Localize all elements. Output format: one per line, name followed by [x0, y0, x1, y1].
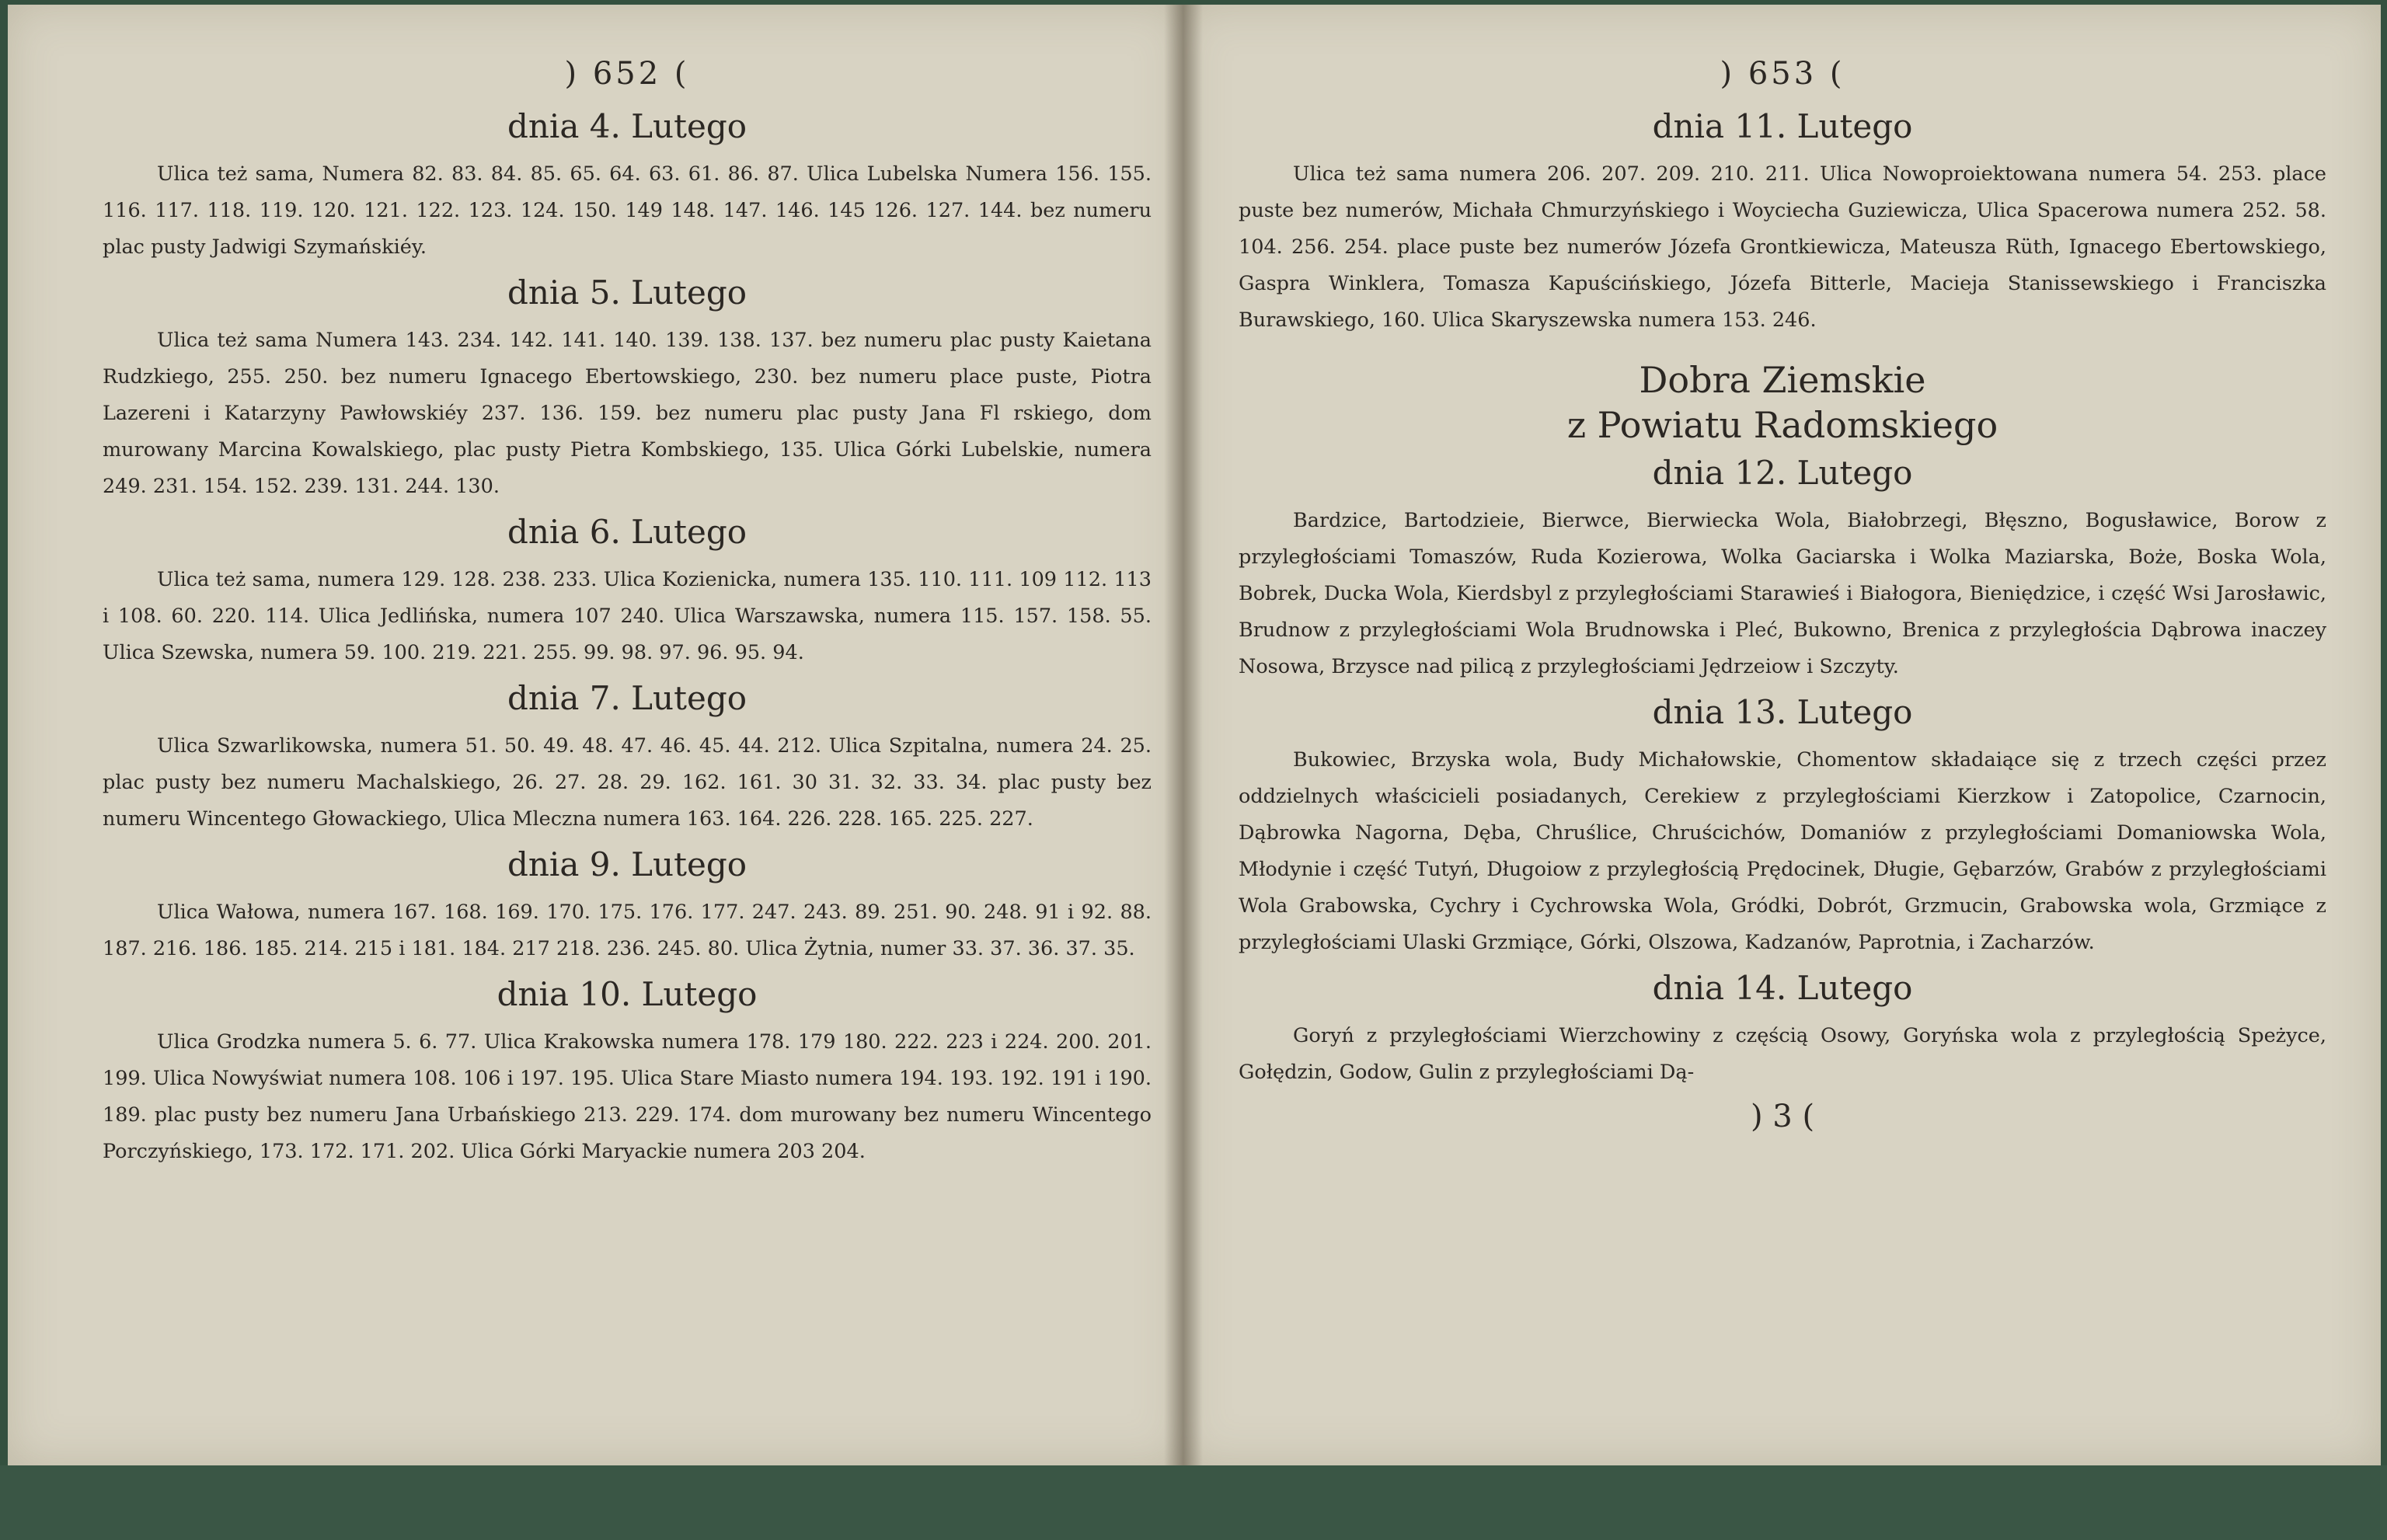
section-heading: dnia 5. Lutego	[507, 274, 747, 312]
section-text: Bardzice, Bartodzieie, Bierwce, Bierwiecka Wola, Białobrzegi, Błęszno, Bogusławice, Borow z przyległościami Tomaszów, Ruda Kozierowa, Wolka Gaciarska i Wolka Maziarska, Boże, Boska Wola, Bobrek, Ducka Wola, Kierdsbyl z przyległościami Starawieś i Białogora, Bieniędzice, i część Wsi Jarosławic, Brudnow z przyległościami Wola Brudnowska i Pleć, Bukowno, Brenica z przyległościa Dąbrowa inaczey Nosowa, Brzysce nad pilicą z przyległościami Jędrzeiow i Szczyty.	[1239, 509, 2326, 678]
section-text: Bukowiec, Brzyska wola, Budy Michałowskie, Chomentow składaiące się z trzech części przez oddzielnych właścicieli posiadanych, Cerekiew z przyległościami Kierzkow i Zatopolice, Czarnocin, Dąbrowka Nagorna, Dęba, Chruślice, Chruścichów, Domaniów z przyległościami Domaniowska Wola, Młodynie i część Tutyń, Długoiow z przyległością Prędocinek, Długie, Gębarzów, Grabów z przyległościami Wola Grabowska, Cychry i Cychrowska Wola, Gródki, Dobrót, Grzmucin, Grabowska wola, Grzmiące z przyległościami Ulaski Grzmiące, Górki, Olszowa, Kadzanów, Paprotnia, i Zacharzów.	[1239, 748, 2326, 954]
section-heading: z Powiatu Radomskiego	[1566, 404, 1998, 446]
section-text: Ulica też sama numera 206. 207. 209. 210. 211. Ulica Nowoproiektowana numera 54. 253. place puste bez numerów, Michała Chmurzyńskiego i Woyciecha Guziewicza, Ulica Spacerowa numera 252. 58. 104. 256. 254. place puste bez numerów Józefa Grontkiewicza, Mateusza Rüth, Ignacego Ebertowskiego, Gaspra Winklera, Tomasza Kapuścińskiego, Józefa Bitterle, Macieja Stanissewskiego i Franciszka Burawskiego, 160. Ulica Skaryszewska numera 153. 246.	[1239, 162, 2326, 332]
section-text: Ulica Grodzka numera 5. 6. 77. Ulica Krakowska numera 178. 179 180. 222. 223 i 224. 200. 201. 199. Ulica Nowyświat numera 108. 106 i 197. 195. Ulica Stare Miasto numera 194. 193. 192. 191 i 190. 189. plac pusty bez numeru Jana Urbańskiego 213. 229. 174. dom murowany bez numeru Wincentego Porczyńskiego, 173. 172. 171. 202. Ulica Górki Maryackie numera 203 204.	[103, 1030, 1152, 1163]
background-strip	[0, 1465, 2387, 1540]
page-number: ) 652 (	[564, 56, 690, 92]
section-heading: dnia 6. Lutego	[507, 513, 747, 551]
left-page	[8, 5, 1183, 1465]
section-heading: dnia 11. Lutego	[1652, 107, 1913, 145]
page-number: ) 653 (	[1720, 56, 1845, 92]
section-heading: dnia 12. Lutego	[1652, 454, 1913, 492]
right-page	[1183, 5, 2381, 1465]
section-text: Ulica Wałowa, numera 167. 168. 169. 170. 175. 176. 177. 247. 243. 89. 251. 90. 248. 91 i 92. 88. 187. 216. 186. 185. 214. 215 i 181. 184. 217 218. 236. 245. 80. Ulica Żytnia, numer 33. 37. 36. 37. 35.	[103, 901, 1152, 960]
section-text: Ulica też sama, numera 129. 128. 238. 233. Ulica Kozienicka, numera 135. 110. 111. 109 112. 113 i 108. 60. 220. 114. Ulica Jedlińska, numera 107 240. Ulica Warszawska, numera 115. 157. 158. 55. Ulica Szewska, numera 59. 100. 219. 221. 255. 99. 98. 97. 96. 95. 94.	[103, 568, 1152, 664]
section-heading: dnia 10. Lutego	[497, 975, 758, 1013]
section-text: Ulica też sama Numera 143. 234. 142. 141. 140. 139. 138. 137. bez numeru plac pusty Kaietana Rudzkiego, 255. 250. bez numeru Ignacego Ebertowskiego, 230. bez numeru place puste, Piotra Lazereni i Katarzyny Pawłowskiéy 237. 136. 159. bez numeru plac pusty Jana Fl rskiego, dom murowany Marcina Kowalskiego, plac pusty Pietra Kombskiego, 135. Ulica Górki Lubelskie, numera 249. 231. 154. 152. 239. 131. 244. 130.	[103, 329, 1152, 498]
signature-mark: ) 3 (	[1750, 1099, 1815, 1134]
section-heading: dnia 14. Lutego	[1652, 969, 1913, 1007]
section-heading: dnia 7. Lutego	[507, 679, 747, 717]
section-heading: dnia 4. Lutego	[507, 107, 747, 145]
section-text: Ulica też sama, Numera 82. 83. 84. 85. 65. 64. 63. 61. 86. 87. Ulica Lubelska Numera 156. 155. 116. 117. 118. 119. 120. 121. 122. 123. 124. 150. 149 148. 147. 146. 145 126. 127. 144. bez numeru plac pusty Jadwigi Szymańskiéy.	[103, 162, 1152, 259]
section-text: Ulica Szwarlikowska, numera 51. 50. 49. 48. 47. 46. 45. 44. 212. Ulica Szpitalna, numera 24. 25. plac pusty bez numeru Machalskiego, 26. 27. 28. 29. 162. 161. 30 31. 32. 33. 34. plac pusty bez numeru Wincentego Głowackiego, Ulica Mleczna numera 163. 164. 226. 228. 165. 225. 227.	[103, 734, 1152, 831]
section-heading: dnia 13. Lutego	[1652, 693, 1913, 731]
section-heading: dnia 9. Lutego	[507, 845, 747, 883]
section-text: Goryń z przyległościami Wierzchowiny z częścią Osowy, Goryńska wola z przyległością Speżyce, Gołędzin, Godow, Gulin z przyległościami Dą-	[1239, 1024, 2326, 1084]
book-gutter	[1164, 5, 1203, 1465]
section-heading: Dobra Ziemskie	[1639, 359, 1926, 401]
